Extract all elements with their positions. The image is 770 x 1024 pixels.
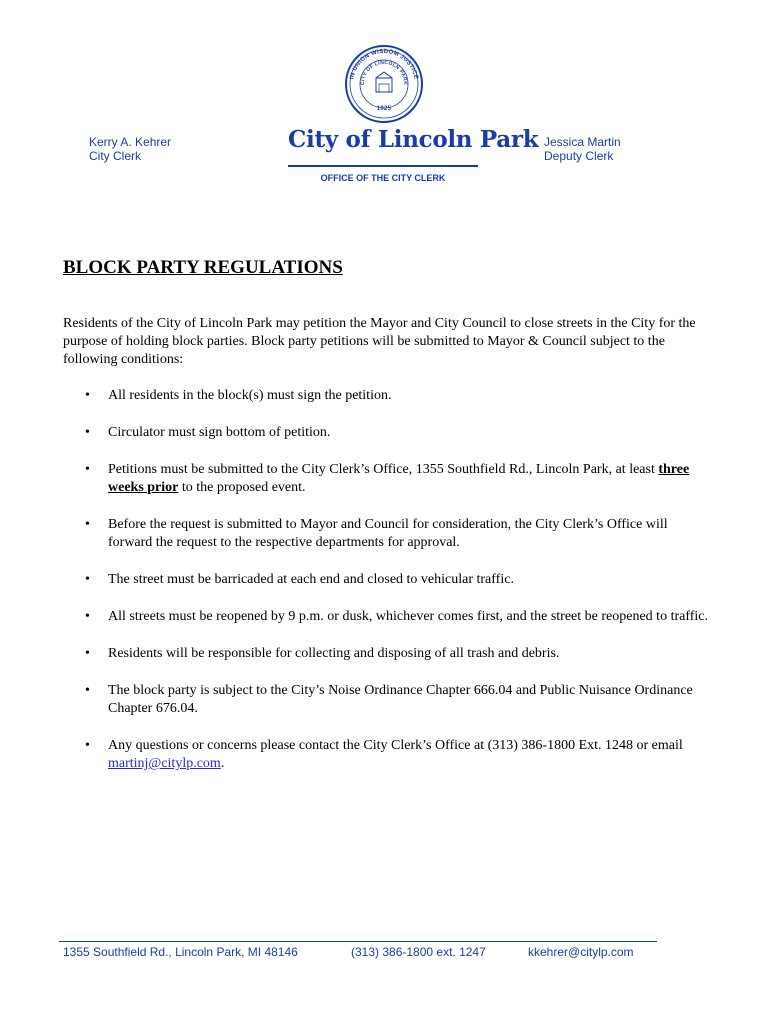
list-item xyxy=(63,461,713,497)
bullet-icon: • xyxy=(85,683,90,698)
rule-emphasis: three weeks prior xyxy=(108,462,690,495)
rule-text: All residents in the block(s) must sign the petition. xyxy=(108,388,392,403)
list-item xyxy=(63,424,713,442)
list-item xyxy=(63,608,713,626)
list-item xyxy=(63,645,713,663)
list-item xyxy=(63,571,713,589)
seal-outer-text: IN UNION WISDOM JUSTICE xyxy=(349,48,419,80)
seal-year: 1925 xyxy=(376,106,392,112)
rule-text: Circulator must sign bottom of petition. xyxy=(108,425,331,440)
contact-text: Any questions or concerns please contact the City Clerk’s Office at (313) 386-1800 Ext. 1248 or email xyxy=(108,738,683,753)
bullet-icon: • xyxy=(85,425,90,440)
rule-text-end: to the proposed event. xyxy=(178,480,306,495)
bullet-icon: • xyxy=(85,517,90,532)
city-seal-icon xyxy=(344,44,424,124)
rule-text: Before the request is submitted to Mayor and Council for consideration, the City Clerk’s Office will forward the request to the respective departments for approval. xyxy=(108,517,668,550)
list-item xyxy=(63,682,713,718)
footer-email: kkehrer@citylp.com xyxy=(528,945,634,959)
deputy-clerk-name: Jessica Martin xyxy=(544,135,621,149)
contact-email-link[interactable]: martinj@citylp.com xyxy=(108,756,221,771)
bullet-icon: • xyxy=(85,462,90,477)
rule-text: Petitions must be submitted to the City Clerk’s Office, 1355 Southfield Rd., Lincoln Park, at least xyxy=(108,462,659,477)
deputy-clerk-role: Deputy Clerk xyxy=(544,149,614,163)
footer-address: 1355 Southfield Rd., Lincoln Park, MI 48146 xyxy=(63,945,298,959)
list-item xyxy=(63,516,713,552)
city-name-logo: City of Lincoln Park xyxy=(288,126,539,153)
bullet-icon: • xyxy=(85,388,90,403)
bullet-icon: • xyxy=(85,609,90,624)
list-item xyxy=(63,737,713,773)
footer-divider xyxy=(59,941,657,942)
seal-inner-text: CITY OF LINCOLN PARK xyxy=(359,59,409,86)
office-name: OFFICE OF THE CITY CLERK xyxy=(320,173,446,183)
page-title: BLOCK PARTY REGULATIONS xyxy=(63,257,343,278)
rule-text: Residents will be responsible for collecting and disposing of all trash and debris. xyxy=(108,646,560,661)
footer-phone: (313) 386-1800 ext. 1247 xyxy=(351,945,486,959)
bullet-icon: • xyxy=(85,646,90,661)
rule-text: All streets must be reopened by 9 p.m. or dusk, whichever comes first, and the street be reopened to traffic. xyxy=(108,609,709,624)
list-item xyxy=(63,387,713,405)
city-clerk-block xyxy=(89,135,171,163)
intro-paragraph: Residents of the City of Lincoln Park may petition the Mayor and City Council to close streets in the City for the purpose of holding block parties. Block party petitions will be submitted to Mayor & Council subject to the following conditions: xyxy=(63,316,696,367)
header-divider xyxy=(288,165,478,167)
regulations-list xyxy=(63,387,713,792)
bullet-icon: • xyxy=(85,738,90,753)
rule-text: The block party is subject to the City’s Noise Ordinance Chapter 666.04 and Public Nuisance Ordinance Chapter 676.04. xyxy=(108,683,693,716)
city-clerk-role: City Clerk xyxy=(89,149,142,163)
bullet-icon: • xyxy=(85,572,90,587)
deputy-clerk-block xyxy=(544,135,621,163)
contact-text-end: . xyxy=(220,756,225,771)
city-clerk-name: Kerry A. Kehrer xyxy=(89,135,172,149)
rule-text: The street must be barricaded at each end and closed to vehicular traffic. xyxy=(108,572,514,587)
